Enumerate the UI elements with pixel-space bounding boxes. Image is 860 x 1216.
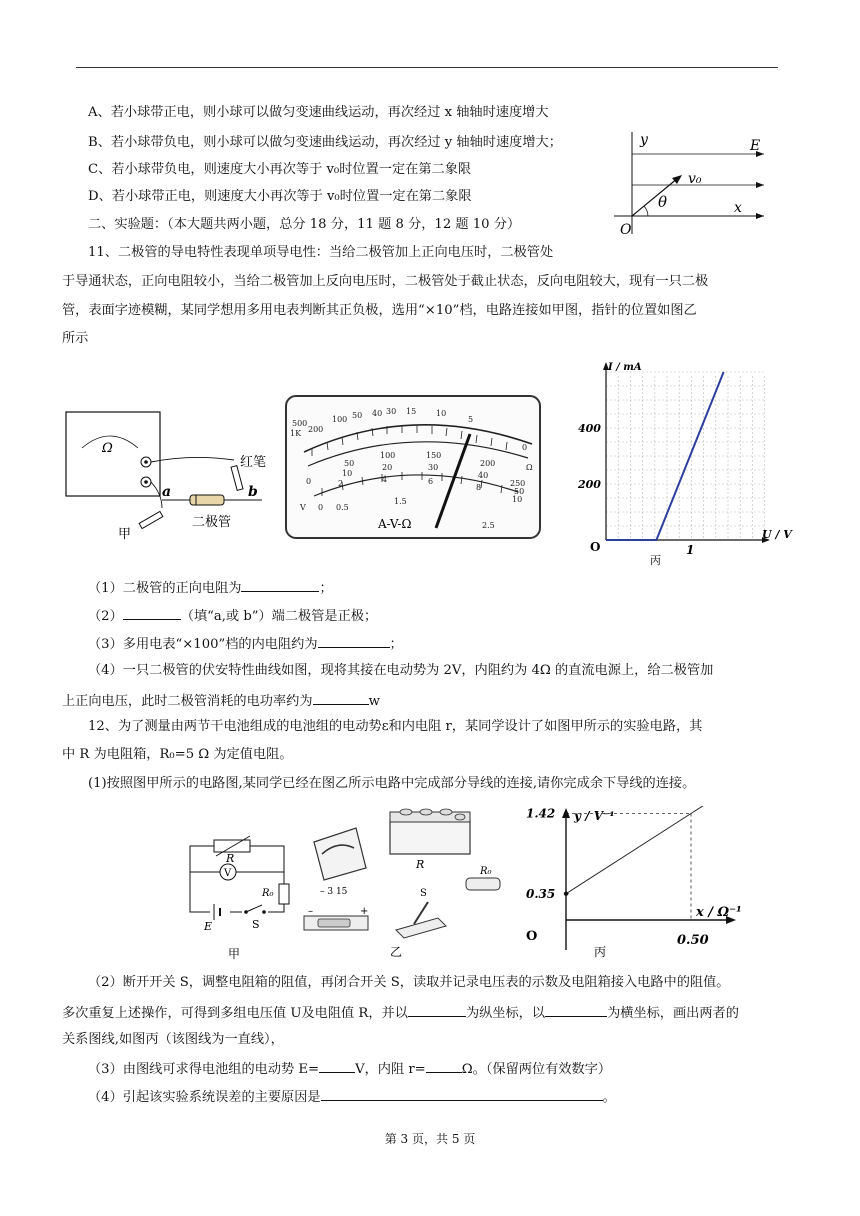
- q12-line-2: 中 R 为电阻箱，R₀=5 Ω 为定值电阻。: [62, 747, 293, 762]
- field-figure: [604, 128, 776, 236]
- lin-point-intercept: [564, 892, 568, 896]
- iv-caption: 丙: [650, 554, 661, 567]
- field-label-y: y: [640, 132, 648, 148]
- sch-caption: 甲: [228, 947, 241, 961]
- field-arrow-3: [756, 213, 764, 219]
- iv-xlabel: U / V: [762, 528, 792, 541]
- svg-text:50: 50: [514, 487, 525, 496]
- lin-xlabel: x / Ω⁻¹: [696, 905, 742, 920]
- lin-ylabel: y / V⁻¹: [574, 809, 615, 823]
- svg-text:100: 100: [380, 451, 396, 460]
- svg-text:0.5: 0.5: [336, 503, 349, 512]
- header-rule: [76, 67, 778, 68]
- answer-blank-2[interactable]: [123, 605, 181, 620]
- lin-data-line-extension: [691, 806, 734, 814]
- fig-caption-jia: 甲: [118, 527, 132, 542]
- answer-blank-1[interactable]: [241, 577, 319, 592]
- black-probe: [139, 511, 163, 528]
- iv-origin: O: [590, 540, 601, 554]
- svg-text:6: 6: [428, 477, 434, 486]
- svg-text:150: 150: [426, 451, 442, 460]
- q12-s3: （3）由图线可求得电池组的电动势 E= V，内阻 r= Ω。（保留两位有效数字）: [88, 1058, 611, 1080]
- app-label-r: R: [416, 858, 425, 871]
- lin-data-line: [566, 814, 691, 894]
- field-label-v0: v₀: [688, 171, 702, 187]
- svg-text:V: V: [300, 503, 306, 512]
- svg-text:250: 250: [510, 479, 526, 488]
- app-label-r0: R₀: [480, 866, 492, 877]
- iv-ytick-200: 200: [578, 478, 601, 491]
- sch-label-r0: R₀: [262, 888, 274, 899]
- fixed-resistor-r0: [466, 878, 500, 890]
- svg-text:200: 200: [308, 425, 324, 434]
- svg-text:30: 30: [386, 407, 397, 416]
- answer-blank-9[interactable]: [321, 1086, 603, 1101]
- q11-line-2: 于导通状态，正向电阻较小，当给二极管加上反向电压时，二极管处于截止状态，反向电阻较大，现有一只二极: [62, 274, 709, 289]
- field-label-e: E: [750, 138, 761, 154]
- lin-ytick-142: 1.42: [526, 806, 556, 821]
- sch-label-r: R: [226, 852, 235, 865]
- svg-text:40: 40: [478, 471, 489, 480]
- q12-s2b: 多次重复上述操作，可得到多组电压值 U及电阻值 R，并以 为纵坐标，以 为横坐标，画出两者的: [62, 1002, 739, 1024]
- section-heading: 二、实验题：（本大题共两小题，总分 18 分，11 题 8 分，12 题 10 分）: [88, 217, 521, 232]
- resistor-box-r: [214, 840, 250, 852]
- svg-text:5: 5: [468, 415, 474, 424]
- v0-vector: [632, 178, 678, 216]
- resistance-box: [390, 820, 470, 854]
- field-arrow-2: [756, 182, 764, 188]
- option-c: C、若小球带负电，则速度大小再次等于 v₀时位置一定在第二象限: [88, 162, 472, 177]
- lin-origin: O: [526, 929, 538, 944]
- circuit-loop: [190, 846, 284, 912]
- svg-text:1K: 1K: [290, 429, 302, 438]
- q11-line-1: 11、二极管的导电特性表现单项导电性：当给二极管加上正向电压时，二极管处: [88, 245, 554, 260]
- answer-blank-6[interactable]: [545, 1002, 607, 1017]
- circuit-schematic: [180, 832, 292, 962]
- svg-text:20: 20: [382, 463, 393, 472]
- svg-text:50: 50: [352, 411, 363, 420]
- sch-label-v: V: [224, 868, 232, 879]
- v0-arrowhead: [672, 175, 682, 184]
- voltmeter-device: [314, 828, 366, 880]
- q11-line-4: 所示: [62, 331, 89, 346]
- svg-text:200: 200: [480, 459, 496, 468]
- svg-text:10: 10: [342, 469, 353, 478]
- iv-ytick-400: 400: [578, 422, 601, 435]
- option-b: B、若小球带负电，则小球可以做匀变速曲线运动，再次经过 y 轴轴时速度增大；: [88, 135, 562, 150]
- q12-s4: （4）引起该实验系统误差的主要原因是 。: [88, 1086, 616, 1108]
- field-label-theta: θ: [658, 193, 668, 211]
- q11-s2: （2） （填“a,或 b”）端二极管是正极；: [88, 605, 377, 627]
- omega-label: Ω: [102, 441, 113, 456]
- svg-text:+: +: [360, 906, 369, 917]
- app-label-s: S: [420, 888, 427, 899]
- lin-caption: 丙: [594, 945, 607, 959]
- red-pen-label: 红笔: [240, 455, 267, 470]
- answer-blank-8[interactable]: [426, 1058, 462, 1073]
- app-caption: 乙: [390, 945, 403, 959]
- field-label-x: x: [734, 200, 742, 216]
- diode-label: 二极管: [192, 515, 232, 530]
- svg-text:50: 50: [344, 459, 355, 468]
- svg-text:0: 0: [306, 477, 312, 486]
- q11-s1: （1）二极管的正向电阻为 ；: [88, 577, 333, 599]
- svg-text:500: 500: [292, 419, 308, 428]
- switch-device: [396, 918, 446, 938]
- multimeter-circuit-figure: [62, 404, 282, 544]
- q12-s2c: 关系图线,如图丙（该图线为一直线），: [62, 1032, 284, 1047]
- diode-iv-chart: [572, 358, 802, 568]
- svg-text:4: 4: [382, 475, 388, 484]
- lin-point-142: [564, 811, 568, 815]
- sch-label-s: S: [252, 918, 260, 931]
- lin-ytick-035: 0.35: [526, 886, 556, 901]
- apparatus-figure: [296, 800, 510, 962]
- q11-s3: （3）多用电表“×100”档的内电阻约为 ；: [88, 633, 403, 655]
- svg-text:2.5: 2.5: [482, 521, 495, 530]
- svg-text:8: 8: [476, 483, 482, 492]
- option-a: A、若小球带正电，则小球可以做匀变速曲线运动，再次经过 x 轴轴时速度增大: [88, 105, 549, 120]
- svg-text:Ω: Ω: [526, 463, 533, 472]
- answer-blank-4[interactable]: [313, 690, 369, 705]
- svg-text:30: 30: [428, 463, 439, 472]
- meter-terminals: – 3 15: [320, 887, 348, 897]
- red-lead-wire: [151, 457, 234, 462]
- page-footer: 第 3 页，共 5 页: [384, 1132, 476, 1146]
- end-a-label: a: [162, 484, 172, 500]
- svg-text:2: 2: [338, 479, 344, 488]
- option-d: D、若小球带正电，则速度大小再次等于 v₀时位置一定在第二象限: [88, 189, 472, 204]
- theta-arc: [644, 206, 648, 216]
- q12-line-1: 12、为了测量由两节干电池组成的电池组的电动势ε和内电阻 r，某同学设计了如图甲所示的实验电路，其: [88, 719, 703, 734]
- iv-ylabel: I / mA: [608, 362, 642, 373]
- dial-frame: [286, 396, 540, 538]
- svg-text:–: –: [308, 906, 313, 917]
- svg-text:0: 0: [318, 503, 324, 512]
- meter-label: A-V-Ω: [378, 517, 412, 531]
- grid-1: [606, 372, 765, 540]
- linear-graph: [522, 806, 762, 962]
- svg-text:100: 100: [332, 415, 348, 424]
- meter-dial-figure: [282, 392, 544, 542]
- answer-blank-5[interactable]: [408, 1002, 466, 1017]
- svg-text:1.5: 1.5: [394, 497, 407, 506]
- diode-body: [190, 495, 224, 505]
- svg-text:10: 10: [512, 495, 523, 504]
- svg-text:10: 10: [436, 409, 447, 418]
- resistor-r0: [279, 884, 289, 904]
- lin-xtick-050: 0.50: [677, 933, 709, 948]
- q11-line-3: 管，表面字迹模糊，某同学想用多用电表判断其正负极，选用“×10”档，电路连接如甲图，指针的位置如图乙: [62, 303, 697, 318]
- iv-xtick-1: 1: [686, 543, 695, 557]
- q11-s4b: 上正向电压，此时二极管消耗的电功率约为 w: [62, 690, 380, 712]
- sch-label-e: E: [204, 920, 213, 933]
- answer-blank-7[interactable]: [319, 1058, 355, 1073]
- field-label-o: O: [620, 222, 632, 236]
- answer-blank-3[interactable]: [318, 633, 390, 648]
- q12-s1: (1)按照图甲所示的电路图,某同学已经在图乙所示电路中完成部分导线的连接,请你完成余下导线的连接。: [88, 776, 696, 791]
- end-b-label: b: [248, 484, 258, 500]
- q12-s2a: （2）断开开关 S，调整电阻箱的阻值，再闭合开关 S，读取并记录电压表的示数及电阻箱接入电路中的阻值。: [88, 975, 730, 990]
- svg-text:15: 15: [406, 407, 417, 416]
- svg-text:0: 0: [522, 443, 528, 452]
- q11-s4a: （4）一只二极管的伏安特性曲线如图，现将其接在电动势为 2V，内阻约为 4Ω 的直流电源上，给二极管加: [88, 663, 714, 678]
- svg-text:40: 40: [372, 409, 383, 418]
